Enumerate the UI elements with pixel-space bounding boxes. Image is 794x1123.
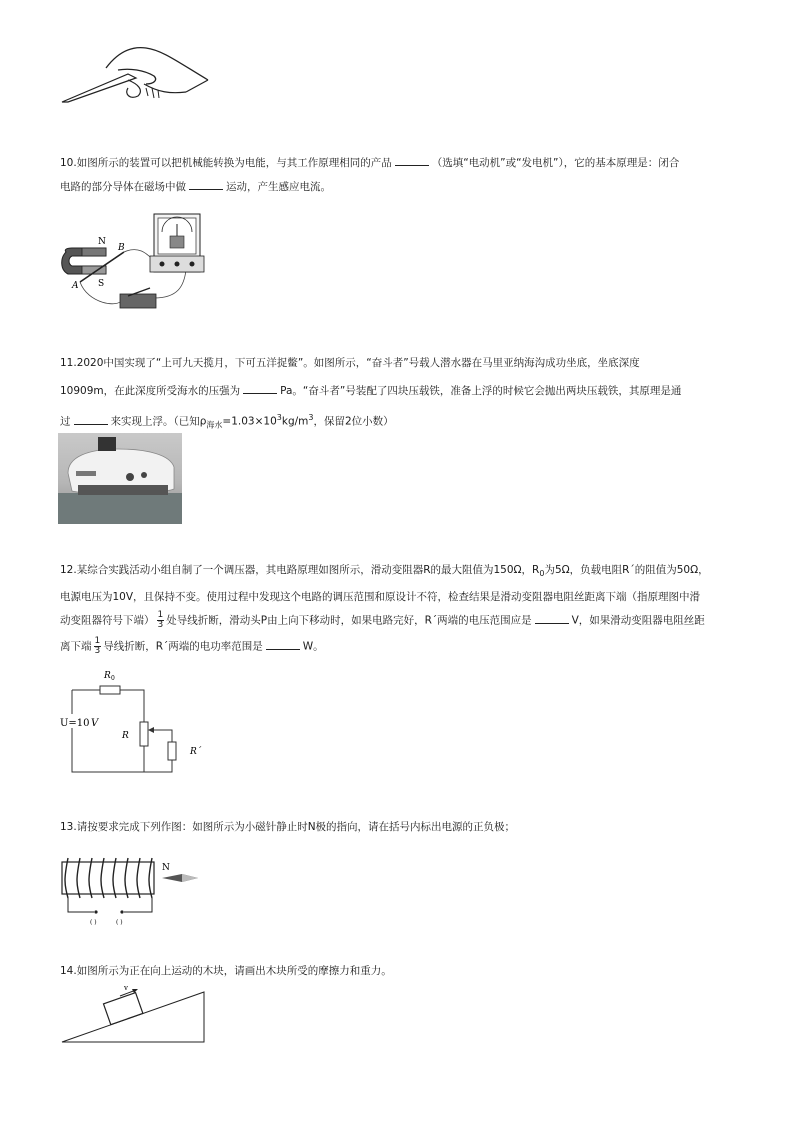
answer-blank[interactable] xyxy=(395,155,429,166)
label-s: S xyxy=(98,279,105,289)
incline-block-figure xyxy=(58,984,218,1046)
answer-blank[interactable] xyxy=(535,613,569,624)
voltage-regulator-circuit xyxy=(58,664,218,776)
q11-line-2: 10909m，在此深度所受海水的压强为 Pa。“奋斗者”号装配了四块压载铁，准备上浮的时候它会抛出两块压载铁，其原理是通 xyxy=(60,385,682,397)
label-velocity: v xyxy=(124,984,128,992)
fraction-one-third: $\frac{1}{3}$ xyxy=(94,636,101,656)
label-n-pole: N xyxy=(162,863,170,873)
hand-drawing-figure xyxy=(58,40,218,106)
solenoid-figure xyxy=(58,848,218,928)
label-voltage: U=10 xyxy=(60,718,90,729)
q11-line-3: 过 来实现上浮。（已知$\rho_{海水}=1.03\times 10^3kg/m^3$，保留2位小数） xyxy=(60,413,394,430)
q10-line-1: 10.如图所示的装置可以把机械能转换为电能，与其工作原理相同的产品 （选填“电动机”或“发电机”），它的基本原理是：闭合 xyxy=(60,157,680,169)
q10-line-2: 电路的部分导体在磁场中做 运动，产生感应电流。 xyxy=(60,181,331,193)
q12-line-4: 离下端 $\frac{1}{3}$ 导线折断，R´两端的电功率范围是 W。 xyxy=(60,636,324,656)
label-b: B xyxy=(118,243,125,253)
answer-blank[interactable] xyxy=(243,383,277,394)
bracket-right: ( ) xyxy=(116,919,123,926)
q11-line-1: 11.2020中国实现了“上可九天揽月，下可五洋捉鳖”。如图所示，“奋斗者”号载人潜水器在马里亚纳海沟成功坐底，坐底深度 xyxy=(60,357,640,369)
label-n: N xyxy=(98,237,106,247)
answer-blank[interactable] xyxy=(189,179,223,190)
q14-line: 14.如图所示为正在向上运动的木块，请画出木块所受的摩擦力和重力。 xyxy=(60,965,392,977)
label-r0: R xyxy=(104,671,111,681)
answer-blank[interactable] xyxy=(74,414,108,425)
submersible-photo xyxy=(58,433,182,524)
answer-blank[interactable] xyxy=(266,639,300,650)
label-a: A xyxy=(72,281,79,291)
generator-apparatus-figure xyxy=(58,208,218,316)
label-r0-sub: 0 xyxy=(111,675,115,682)
q12-line-2: 电源电压为10V，且保持不变。使用过程中发现这个电路的调压范围和原设计不符，检查结果是滑动变阻器电阻丝距离下端（指原理图中滑 xyxy=(60,591,701,603)
bracket-left: ( ) xyxy=(90,919,97,926)
label-voltage-unit: V xyxy=(91,718,99,729)
q12-line-1: 12.某综合实践活动小组自制了一个调压器，其电路原理如图所示，滑动变阻器R的最大阻值为150Ω，$R_0$为5Ω，负载电阻R´的阻值为50Ω， xyxy=(60,564,709,579)
label-r-prime: R´ xyxy=(190,747,202,757)
fraction-one-third: $\frac{1}{3}$ xyxy=(157,610,164,630)
label-r: R xyxy=(122,731,129,741)
q12-line-3: 动变阻器符号下端） $\frac{1}{3}$ 处导线折断，滑动头P由上向下移动时，如果电路完好，R´两端的电压范围应是 V，如果滑动变阻器电阻丝距 xyxy=(60,610,705,630)
q13-line: 13.请按要求完成下列作图：如图所示为小磁针静止时N极的指向，请在括号内标出电源的正负极； xyxy=(60,821,516,833)
